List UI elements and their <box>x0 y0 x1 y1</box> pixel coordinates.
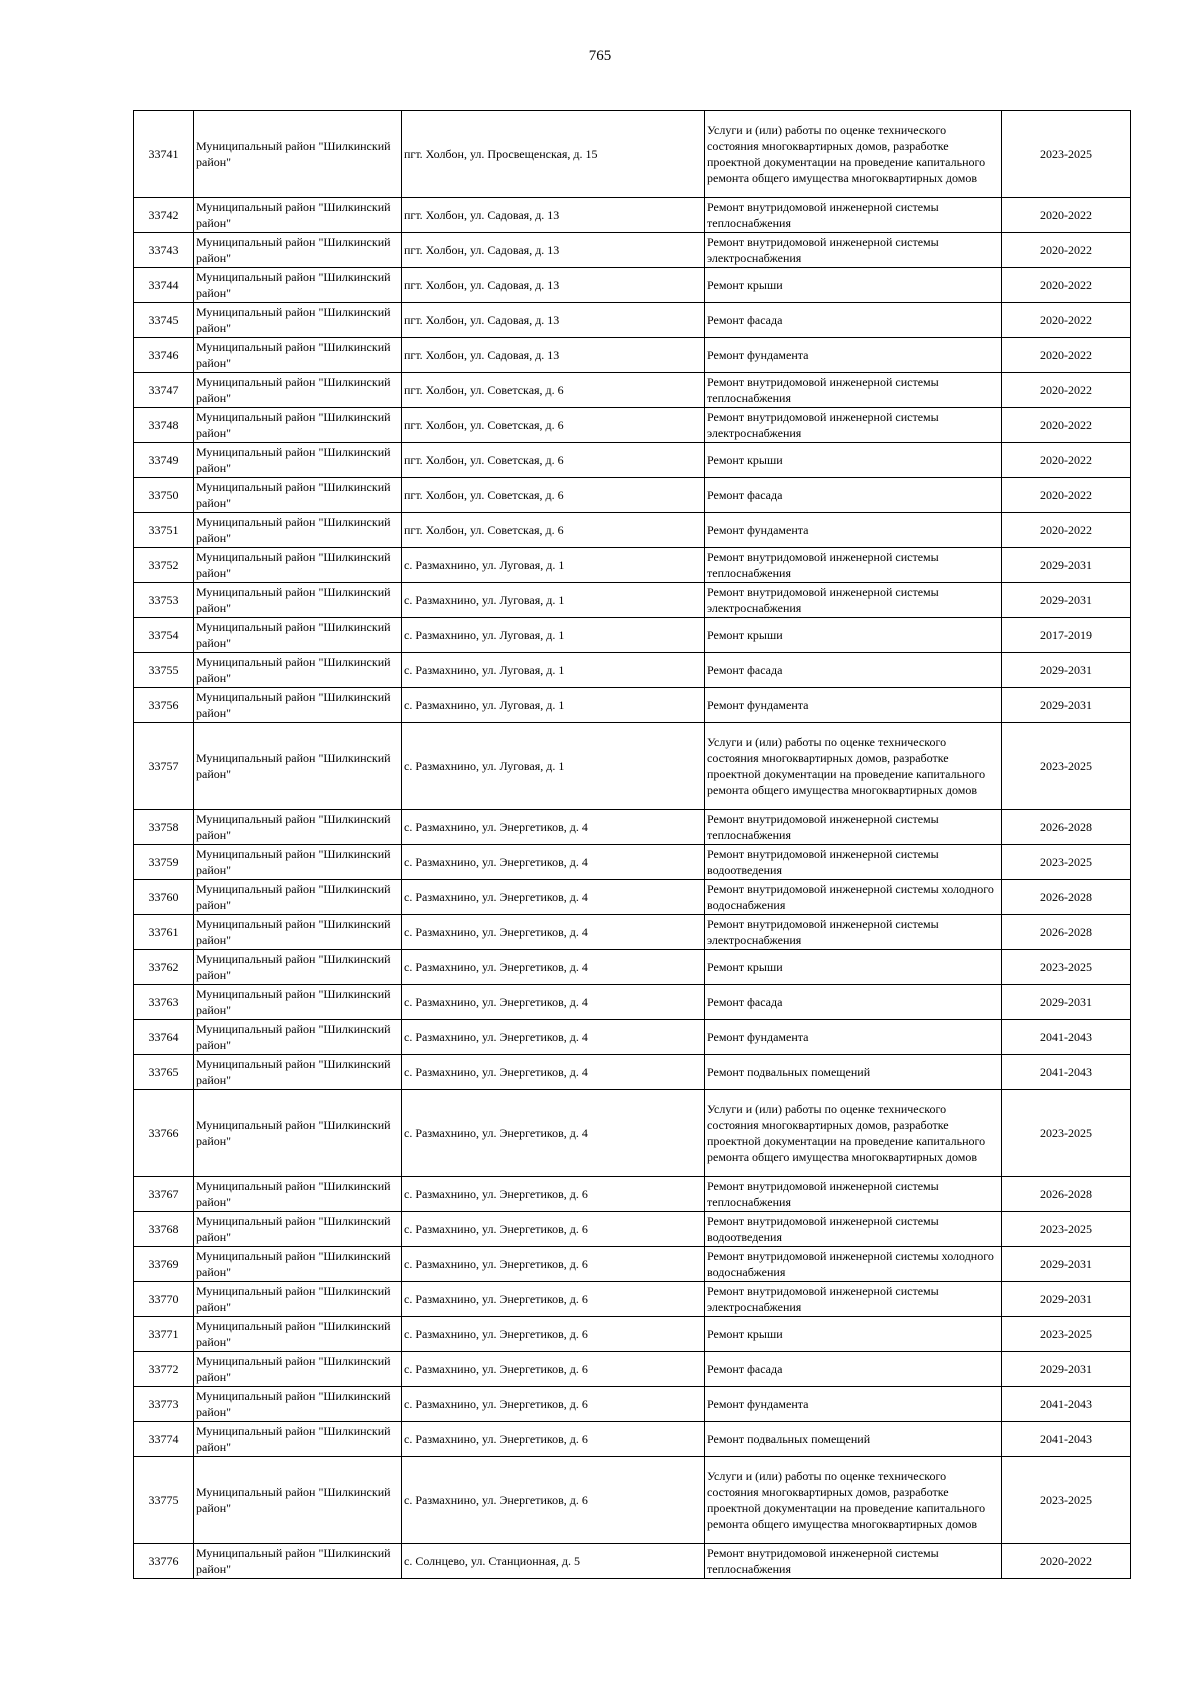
work-type-cell: Ремонт внутридомовой инженерной системы электроснабжения <box>705 233 1002 268</box>
table-row <box>134 268 1131 303</box>
address-cell: с. Размахнино, ул. Энергетиков, д. 4 <box>402 845 705 880</box>
district-cell: Муниципальный район "Шилкинский район" <box>194 373 402 408</box>
table-row <box>134 548 1131 583</box>
district-cell: Муниципальный район "Шилкинский район" <box>194 1055 402 1090</box>
district-cell: Муниципальный район "Шилкинский район" <box>194 985 402 1020</box>
table-row <box>134 985 1131 1020</box>
work-type-cell: Ремонт подвальных помещений <box>705 1422 1002 1457</box>
address-cell: с. Размахнино, ул. Луговая, д. 1 <box>402 688 705 723</box>
table-row <box>134 513 1131 548</box>
address-cell: пгт. Холбон, ул. Советская, д. 6 <box>402 513 705 548</box>
period-cell: 2023-2025 <box>1002 1212 1131 1247</box>
capital-repair-table <box>133 110 1131 1579</box>
work-type-cell: Ремонт внутридомовой инженерной системы теплоснабжения <box>705 548 1002 583</box>
district-cell: Муниципальный район "Шилкинский район" <box>194 653 402 688</box>
period-cell: 2026-2028 <box>1002 1177 1131 1212</box>
table-row <box>134 688 1131 723</box>
district-cell: Муниципальный район "Шилкинский район" <box>194 111 402 198</box>
table-row <box>134 338 1131 373</box>
row-number: 33744 <box>134 268 194 303</box>
work-type-cell: Ремонт внутридомовой инженерной системы электроснабжения <box>705 583 1002 618</box>
work-type-cell: Ремонт фундамента <box>705 1387 1002 1422</box>
period-cell: 2029-2031 <box>1002 688 1131 723</box>
period-cell: 2023-2025 <box>1002 111 1131 198</box>
work-type-cell: Услуги и (или) работы по оценке технического состояния многоквартирных домов, разработке проектной документации на проведение капитального ремонта общего имущества многоквартирных домов <box>705 111 1002 198</box>
address-cell: с. Размахнино, ул. Энергетиков, д. 6 <box>402 1387 705 1422</box>
work-type-cell: Ремонт фундамента <box>705 338 1002 373</box>
district-cell: Муниципальный район "Шилкинский район" <box>194 513 402 548</box>
period-cell: 2029-2031 <box>1002 548 1131 583</box>
table-row <box>134 478 1131 513</box>
work-type-cell: Ремонт внутридомовой инженерной системы холодного водоснабжения <box>705 1247 1002 1282</box>
period-cell: 2041-2043 <box>1002 1422 1131 1457</box>
row-number: 33752 <box>134 548 194 583</box>
table-row <box>134 950 1131 985</box>
work-type-cell: Ремонт внутридомовой инженерной системы теплоснабжения <box>705 373 1002 408</box>
address-cell: с. Размахнино, ул. Энергетиков, д. 6 <box>402 1352 705 1387</box>
work-type-cell: Ремонт фасада <box>705 303 1002 338</box>
row-number: 33758 <box>134 810 194 845</box>
district-cell: Муниципальный район "Шилкинский район" <box>194 1422 402 1457</box>
work-type-cell: Ремонт крыши <box>705 618 1002 653</box>
table-row <box>134 198 1131 233</box>
period-cell: 2020-2022 <box>1002 513 1131 548</box>
address-cell: пгт. Холбон, ул. Советская, д. 6 <box>402 443 705 478</box>
period-cell: 2029-2031 <box>1002 653 1131 688</box>
district-cell: Муниципальный район "Шилкинский район" <box>194 198 402 233</box>
row-number: 33742 <box>134 198 194 233</box>
table-row <box>134 1055 1131 1090</box>
table-row <box>134 583 1131 618</box>
row-number: 33769 <box>134 1247 194 1282</box>
table-row <box>134 1212 1131 1247</box>
district-cell: Муниципальный район "Шилкинский район" <box>194 268 402 303</box>
address-cell: с. Размахнино, ул. Энергетиков, д. 4 <box>402 1055 705 1090</box>
row-number: 33764 <box>134 1020 194 1055</box>
district-cell: Муниципальный район "Шилкинский район" <box>194 338 402 373</box>
address-cell: с. Размахнино, ул. Энергетиков, д. 4 <box>402 1090 705 1177</box>
row-number: 33763 <box>134 985 194 1020</box>
address-cell: с. Размахнино, ул. Энергетиков, д. 6 <box>402 1422 705 1457</box>
period-cell: 2041-2043 <box>1002 1055 1131 1090</box>
work-type-cell: Ремонт внутридомовой инженерной системы электроснабжения <box>705 1282 1002 1317</box>
address-cell: с. Размахнино, ул. Энергетиков, д. 6 <box>402 1212 705 1247</box>
district-cell: Муниципальный район "Шилкинский район" <box>194 1387 402 1422</box>
period-cell: 2029-2031 <box>1002 1352 1131 1387</box>
district-cell: Муниципальный район "Шилкинский район" <box>194 1090 402 1177</box>
address-cell: с. Размахнино, ул. Луговая, д. 1 <box>402 548 705 583</box>
district-cell: Муниципальный район "Шилкинский район" <box>194 303 402 338</box>
table-row <box>134 408 1131 443</box>
period-cell: 2020-2022 <box>1002 478 1131 513</box>
row-number: 33745 <box>134 303 194 338</box>
district-cell: Муниципальный район "Шилкинский район" <box>194 1457 402 1544</box>
table-row <box>134 1422 1131 1457</box>
period-cell: 2029-2031 <box>1002 1282 1131 1317</box>
row-number: 33772 <box>134 1352 194 1387</box>
row-number: 33743 <box>134 233 194 268</box>
row-number: 33765 <box>134 1055 194 1090</box>
work-type-cell: Ремонт внутридомовой инженерной системы теплоснабжения <box>705 198 1002 233</box>
row-number: 33770 <box>134 1282 194 1317</box>
address-cell: с. Размахнино, ул. Энергетиков, д. 6 <box>402 1247 705 1282</box>
work-type-cell: Ремонт внутридомовой инженерной системы электроснабжения <box>705 408 1002 443</box>
district-cell: Муниципальный район "Шилкинский район" <box>194 688 402 723</box>
row-number: 33750 <box>134 478 194 513</box>
period-cell: 2020-2022 <box>1002 268 1131 303</box>
district-cell: Муниципальный район "Шилкинский район" <box>194 478 402 513</box>
district-cell: Муниципальный район "Шилкинский район" <box>194 618 402 653</box>
table-row <box>134 1387 1131 1422</box>
table-row <box>134 1317 1131 1352</box>
address-cell: с. Размахнино, ул. Луговая, д. 1 <box>402 583 705 618</box>
table-row <box>134 845 1131 880</box>
row-number: 33757 <box>134 723 194 810</box>
period-cell: 2020-2022 <box>1002 303 1131 338</box>
row-number: 33762 <box>134 950 194 985</box>
table-row <box>134 1544 1131 1579</box>
row-number: 33767 <box>134 1177 194 1212</box>
district-cell: Муниципальный район "Шилкинский район" <box>194 1317 402 1352</box>
period-cell: 2023-2025 <box>1002 723 1131 810</box>
district-cell: Муниципальный район "Шилкинский район" <box>194 1352 402 1387</box>
period-cell: 2020-2022 <box>1002 443 1131 478</box>
work-type-cell: Ремонт крыши <box>705 443 1002 478</box>
district-cell: Муниципальный район "Шилкинский район" <box>194 1177 402 1212</box>
district-cell: Муниципальный район "Шилкинский район" <box>194 1544 402 1579</box>
period-cell: 2026-2028 <box>1002 880 1131 915</box>
row-number: 33746 <box>134 338 194 373</box>
address-cell: пгт. Холбон, ул. Просвещенская, д. 15 <box>402 111 705 198</box>
work-type-cell: Ремонт внутридомовой инженерной системы водоотведения <box>705 845 1002 880</box>
address-cell: с. Размахнино, ул. Энергетиков, д. 6 <box>402 1457 705 1544</box>
work-type-cell: Ремонт фасада <box>705 1352 1002 1387</box>
table-row <box>134 618 1131 653</box>
row-number: 33755 <box>134 653 194 688</box>
address-cell: с. Размахнино, ул. Энергетиков, д. 6 <box>402 1282 705 1317</box>
period-cell: 2020-2022 <box>1002 373 1131 408</box>
work-type-cell: Ремонт крыши <box>705 950 1002 985</box>
address-cell: пгт. Холбон, ул. Садовая, д. 13 <box>402 198 705 233</box>
work-type-cell: Ремонт внутридомовой инженерной системы теплоснабжения <box>705 1544 1002 1579</box>
district-cell: Муниципальный район "Шилкинский район" <box>194 233 402 268</box>
period-cell: 2017-2019 <box>1002 618 1131 653</box>
district-cell: Муниципальный район "Шилкинский район" <box>194 548 402 583</box>
period-cell: 2020-2022 <box>1002 233 1131 268</box>
district-cell: Муниципальный район "Шилкинский район" <box>194 915 402 950</box>
work-type-cell: Ремонт внутридомовой инженерной системы теплоснабжения <box>705 1177 1002 1212</box>
period-cell: 2020-2022 <box>1002 198 1131 233</box>
table-row <box>134 111 1131 198</box>
table-row <box>134 1247 1131 1282</box>
period-cell: 2041-2043 <box>1002 1387 1131 1422</box>
period-cell: 2041-2043 <box>1002 1020 1131 1055</box>
row-number: 33747 <box>134 373 194 408</box>
table-row <box>134 1457 1131 1544</box>
address-cell: с. Размахнино, ул. Энергетиков, д. 6 <box>402 1317 705 1352</box>
address-cell: пгт. Холбон, ул. Советская, д. 6 <box>402 478 705 513</box>
period-cell: 2026-2028 <box>1002 915 1131 950</box>
address-cell: пгт. Холбон, ул. Садовая, д. 13 <box>402 303 705 338</box>
address-cell: с. Размахнино, ул. Луговая, д. 1 <box>402 618 705 653</box>
row-number: 33748 <box>134 408 194 443</box>
table-row <box>134 723 1131 810</box>
address-cell: пгт. Холбон, ул. Советская, д. 6 <box>402 408 705 443</box>
work-type-cell: Ремонт внутридомовой инженерной системы водоотведения <box>705 1212 1002 1247</box>
address-cell: с. Размахнино, ул. Энергетиков, д. 4 <box>402 880 705 915</box>
work-type-cell: Ремонт крыши <box>705 268 1002 303</box>
work-type-cell: Ремонт фасада <box>705 478 1002 513</box>
address-cell: с. Солнцево, ул. Станционная, д. 5 <box>402 1544 705 1579</box>
work-type-cell: Ремонт фундамента <box>705 513 1002 548</box>
table-row <box>134 1352 1131 1387</box>
work-type-cell: Ремонт внутридомовой инженерной системы теплоснабжения <box>705 810 1002 845</box>
row-number: 33776 <box>134 1544 194 1579</box>
district-cell: Муниципальный район "Шилкинский район" <box>194 845 402 880</box>
row-number: 33754 <box>134 618 194 653</box>
row-number: 33756 <box>134 688 194 723</box>
address-cell: с. Размахнино, ул. Луговая, д. 1 <box>402 723 705 810</box>
period-cell: 2023-2025 <box>1002 1457 1131 1544</box>
period-cell: 2020-2022 <box>1002 408 1131 443</box>
table-row <box>134 1177 1131 1212</box>
work-type-cell: Ремонт внутридомовой инженерной системы электроснабжения <box>705 915 1002 950</box>
work-type-cell: Услуги и (или) работы по оценке технического состояния многоквартирных домов, разработке проектной документации на проведение капитального ремонта общего имущества многоквартирных домов <box>705 1457 1002 1544</box>
row-number: 33773 <box>134 1387 194 1422</box>
row-number: 33768 <box>134 1212 194 1247</box>
district-cell: Муниципальный район "Шилкинский район" <box>194 443 402 478</box>
table-row <box>134 233 1131 268</box>
district-cell: Муниципальный район "Шилкинский район" <box>194 1282 402 1317</box>
address-cell: с. Размахнино, ул. Энергетиков, д. 4 <box>402 1020 705 1055</box>
row-number: 33766 <box>134 1090 194 1177</box>
address-cell: пгт. Холбон, ул. Советская, д. 6 <box>402 373 705 408</box>
row-number: 33741 <box>134 111 194 198</box>
address-cell: с. Размахнино, ул. Энергетиков, д. 4 <box>402 810 705 845</box>
row-number: 33749 <box>134 443 194 478</box>
period-cell: 2020-2022 <box>1002 1544 1131 1579</box>
district-cell: Муниципальный район "Шилкинский район" <box>194 1247 402 1282</box>
period-cell: 2026-2028 <box>1002 810 1131 845</box>
period-cell: 2023-2025 <box>1002 950 1131 985</box>
period-cell: 2023-2025 <box>1002 1317 1131 1352</box>
work-type-cell: Ремонт фундамента <box>705 688 1002 723</box>
page-number: 765 <box>588 48 612 64</box>
work-type-cell: Ремонт фасада <box>705 653 1002 688</box>
row-number: 33759 <box>134 845 194 880</box>
district-cell: Муниципальный район "Шилкинский район" <box>194 810 402 845</box>
work-type-cell: Услуги и (или) работы по оценке технического состояния многоквартирных домов, разработке проектной документации на проведение капитального ремонта общего имущества многоквартирных домов <box>705 723 1002 810</box>
table-row <box>134 880 1131 915</box>
district-cell: Муниципальный район "Шилкинский район" <box>194 723 402 810</box>
work-type-cell: Ремонт фундамента <box>705 1020 1002 1055</box>
district-cell: Муниципальный район "Шилкинский район" <box>194 408 402 443</box>
address-cell: с. Размахнино, ул. Луговая, д. 1 <box>402 653 705 688</box>
address-cell: с. Размахнино, ул. Энергетиков, д. 6 <box>402 1177 705 1212</box>
address-cell: пгт. Холбон, ул. Садовая, д. 13 <box>402 268 705 303</box>
period-cell: 2020-2022 <box>1002 338 1131 373</box>
row-number: 33774 <box>134 1422 194 1457</box>
table-row <box>134 810 1131 845</box>
district-cell: Муниципальный район "Шилкинский район" <box>194 583 402 618</box>
work-type-cell: Ремонт подвальных помещений <box>705 1055 1002 1090</box>
period-cell: 2029-2031 <box>1002 985 1131 1020</box>
row-number: 33775 <box>134 1457 194 1544</box>
row-number: 33753 <box>134 583 194 618</box>
district-cell: Муниципальный район "Шилкинский район" <box>194 950 402 985</box>
table-row <box>134 1090 1131 1177</box>
table-row <box>134 915 1131 950</box>
row-number: 33761 <box>134 915 194 950</box>
period-cell: 2029-2031 <box>1002 583 1131 618</box>
work-type-cell: Услуги и (или) работы по оценке технического состояния многоквартирных домов, разработке проектной документации на проведение капитального ремонта общего имущества многоквартирных домов <box>705 1090 1002 1177</box>
table-row <box>134 1020 1131 1055</box>
district-cell: Муниципальный район "Шилкинский район" <box>194 1212 402 1247</box>
district-cell: Муниципальный район "Шилкинский район" <box>194 1020 402 1055</box>
address-cell: с. Размахнино, ул. Энергетиков, д. 4 <box>402 950 705 985</box>
table-row <box>134 373 1131 408</box>
period-cell: 2023-2025 <box>1002 845 1131 880</box>
work-type-cell: Ремонт фасада <box>705 985 1002 1020</box>
table-row <box>134 1282 1131 1317</box>
address-cell: пгт. Холбон, ул. Садовая, д. 13 <box>402 233 705 268</box>
period-cell: 2023-2025 <box>1002 1090 1131 1177</box>
table-row <box>134 653 1131 688</box>
district-cell: Муниципальный район "Шилкинский район" <box>194 880 402 915</box>
row-number: 33760 <box>134 880 194 915</box>
address-cell: с. Размахнино, ул. Энергетиков, д. 4 <box>402 915 705 950</box>
work-type-cell: Ремонт внутридомовой инженерной системы холодного водоснабжения <box>705 880 1002 915</box>
work-type-cell: Ремонт крыши <box>705 1317 1002 1352</box>
table-body <box>134 111 1131 1579</box>
period-cell: 2029-2031 <box>1002 1247 1131 1282</box>
address-cell: с. Размахнино, ул. Энергетиков, д. 4 <box>402 985 705 1020</box>
table-row <box>134 443 1131 478</box>
table-row <box>134 303 1131 338</box>
row-number: 33751 <box>134 513 194 548</box>
address-cell: пгт. Холбон, ул. Садовая, д. 13 <box>402 338 705 373</box>
row-number: 33771 <box>134 1317 194 1352</box>
